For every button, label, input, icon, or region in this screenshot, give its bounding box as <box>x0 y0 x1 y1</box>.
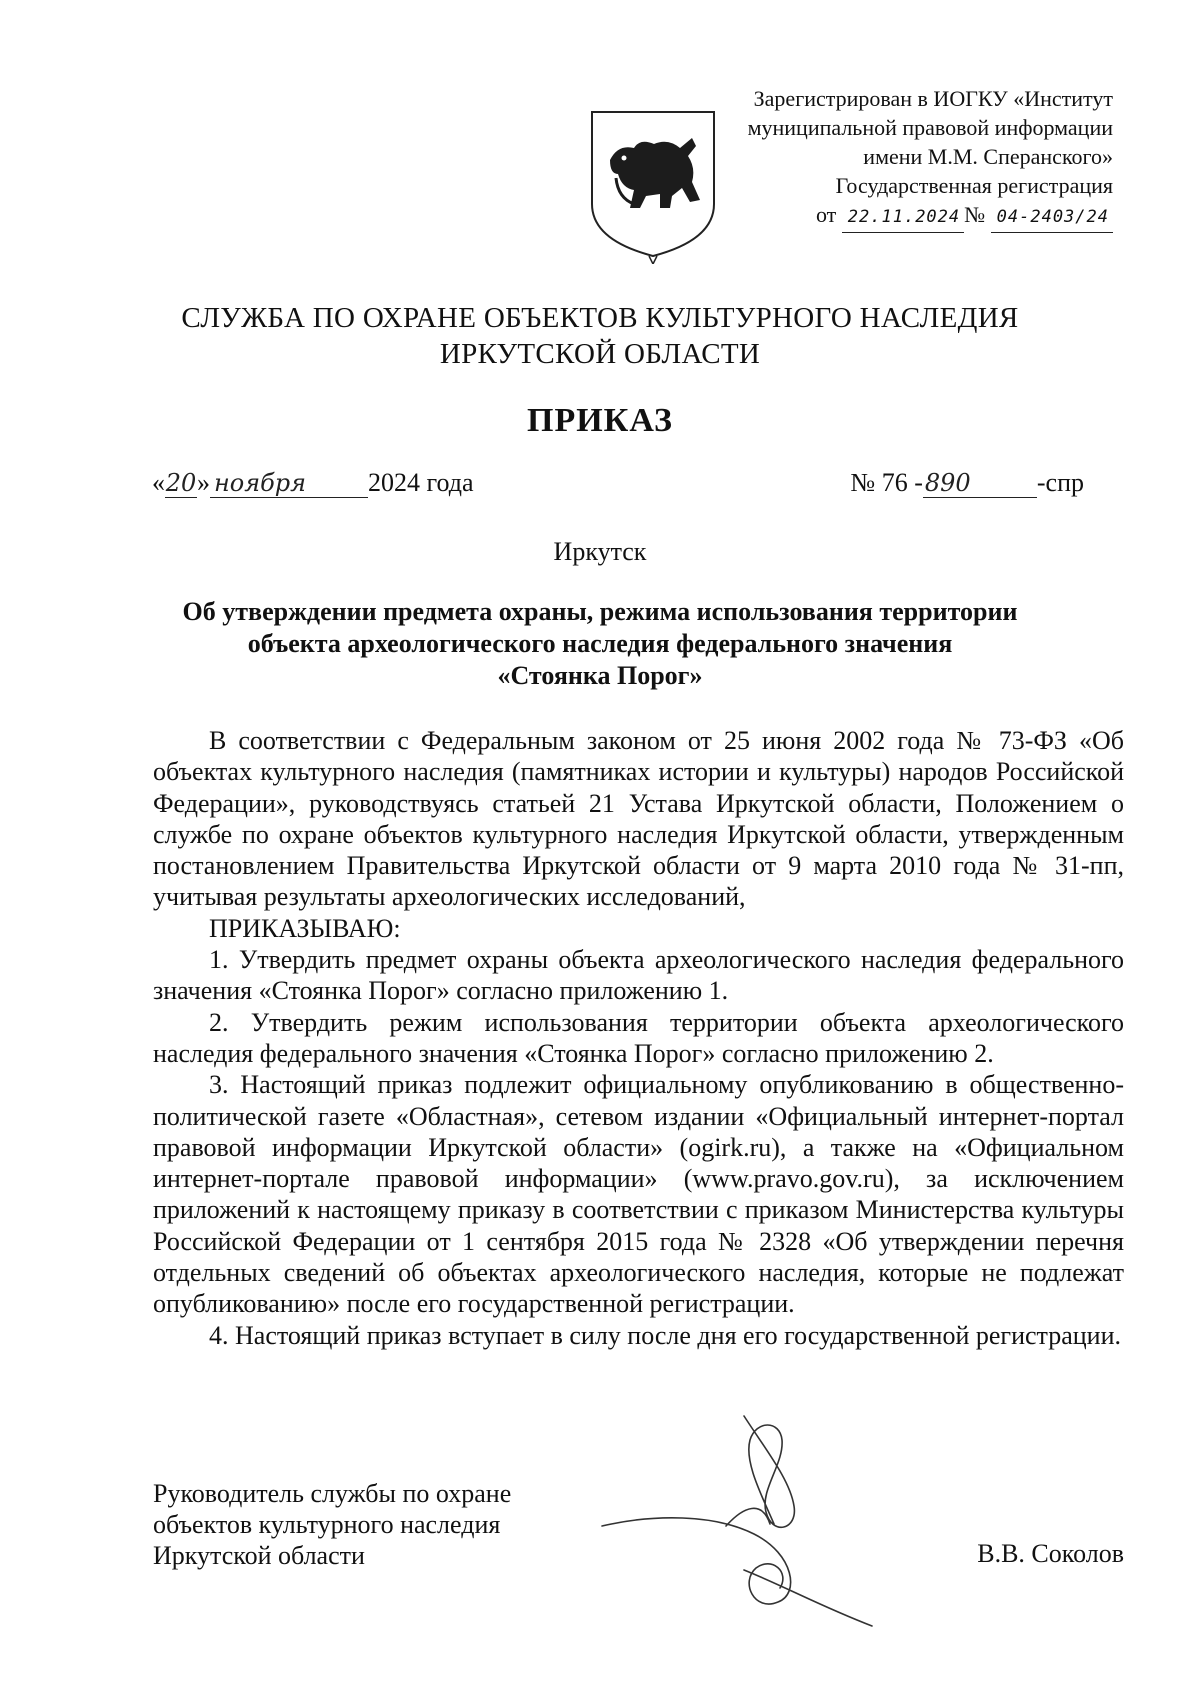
registration-number: 04-2403/24 <box>991 203 1113 233</box>
heading-line-2: объекта археологического наследия федерального значения <box>247 629 953 658</box>
registration-line-2: муниципальной правовой информации <box>747 115 1113 140</box>
preamble-paragraph: В соответствии с Федеральным законом от 25 июня 2002 года № 73-ФЗ «Об объектах культурного наследия (памятниках истории и культуры) народов Российской Федерации», руководствуясь статьей 21 Устава Иркутской области, Положением о службе по охране объектов культурного наследия Иркутской области, утвержденным постановлением Правительства Иркутской области от 9 марта 2010 года № 31-пп, учитывая результаты археологических исследований, <box>153 726 1124 912</box>
position-line-1: Руководитель службы по охране <box>153 1479 512 1508</box>
number-value: 890 <box>923 469 1037 498</box>
registration-line-3: имени М.М. Сперанского» <box>863 144 1113 169</box>
date-month: ноября <box>210 469 368 498</box>
date-day: 20 <box>165 469 197 497</box>
signatory-name: В.В. Соколов <box>977 1539 1124 1568</box>
signatory-position <box>153 1478 561 1571</box>
registration-number-sign: № <box>964 202 986 227</box>
order-date <box>152 468 474 498</box>
heading-line-1: Об утверждении предмета охраны, режима использования территории <box>182 597 1018 626</box>
date-year: 2024 года <box>368 468 474 497</box>
item-4-paragraph: 4. Настоящий приказ вступает в силу после дня его государственной регистрации. <box>209 1320 1122 1350</box>
date-open-quote: « <box>152 468 165 497</box>
organization-line-1: СЛУЖБА ПО ОХРАНЕ ОБЪЕКТОВ КУЛЬТУРНОГО НАСЛЕДИЯ <box>181 302 1019 334</box>
organization-name <box>0 300 1200 372</box>
registration-date-line <box>693 200 1113 233</box>
item-3-paragraph: 3. Настоящий приказ подлежит официальному опубликованию в общественно-политической газете «Областная», сетевом издании «Официальный интернет-портал правовой информации Иркутской области» (ogirk.ru), а также на «Официальном интернет-портале правовой информации» (www.pravo.gov.ru), за исключением приложений к настоящему приказу в соответствии с приказом Министерства культуры Российской Федерации от 1 сентября 2015 года № 2328 «Об утверждении перечня отдельных сведений об объектах археологического наследия, которые не подлежат опубликованию» после его государственной регистрации. <box>153 1070 1124 1319</box>
registration-line-1: Зарегистрирован в ИОГКУ «Институт <box>753 86 1113 111</box>
registration-line-4: Государственная регистрация <box>835 173 1113 198</box>
order-word: ПРИКАЗЫВАЮ: <box>209 913 401 943</box>
city-name: Иркутск <box>553 537 647 566</box>
registration-date: 22.11.2024 <box>842 203 964 233</box>
date-close-quote: » <box>197 468 210 497</box>
heading-line-3: «Стоянка Порог» <box>497 661 703 690</box>
position-line-3: Иркутской области <box>153 1541 365 1570</box>
registration-stamp <box>693 84 1113 233</box>
position-line-2: объектов культурного наследия <box>153 1510 501 1539</box>
item-2-paragraph: 2. Утвердить режим использования территории объекта археологического наследия федерального значения «Стоянка Порог» согласно приложению 2. <box>153 1007 1124 1068</box>
number-prefix: № 76 - <box>850 468 923 497</box>
order-number <box>850 468 1084 498</box>
item-1-paragraph: 1. Утвердить предмет охраны объекта археологического наследия федерального значения «Стоянка Порог» согласно приложению 1. <box>153 945 1124 1006</box>
handwritten-signature <box>594 1410 874 1630</box>
date-number-line <box>152 468 1084 498</box>
registration-prefix: от <box>815 202 837 227</box>
number-suffix: -спр <box>1036 468 1084 497</box>
order-body <box>153 725 1124 1351</box>
organization-line-2: ИРКУТСКОЙ ОБЛАСТИ <box>439 338 761 370</box>
order-heading <box>0 596 1200 692</box>
document-title: ПРИКАЗ <box>527 402 673 439</box>
